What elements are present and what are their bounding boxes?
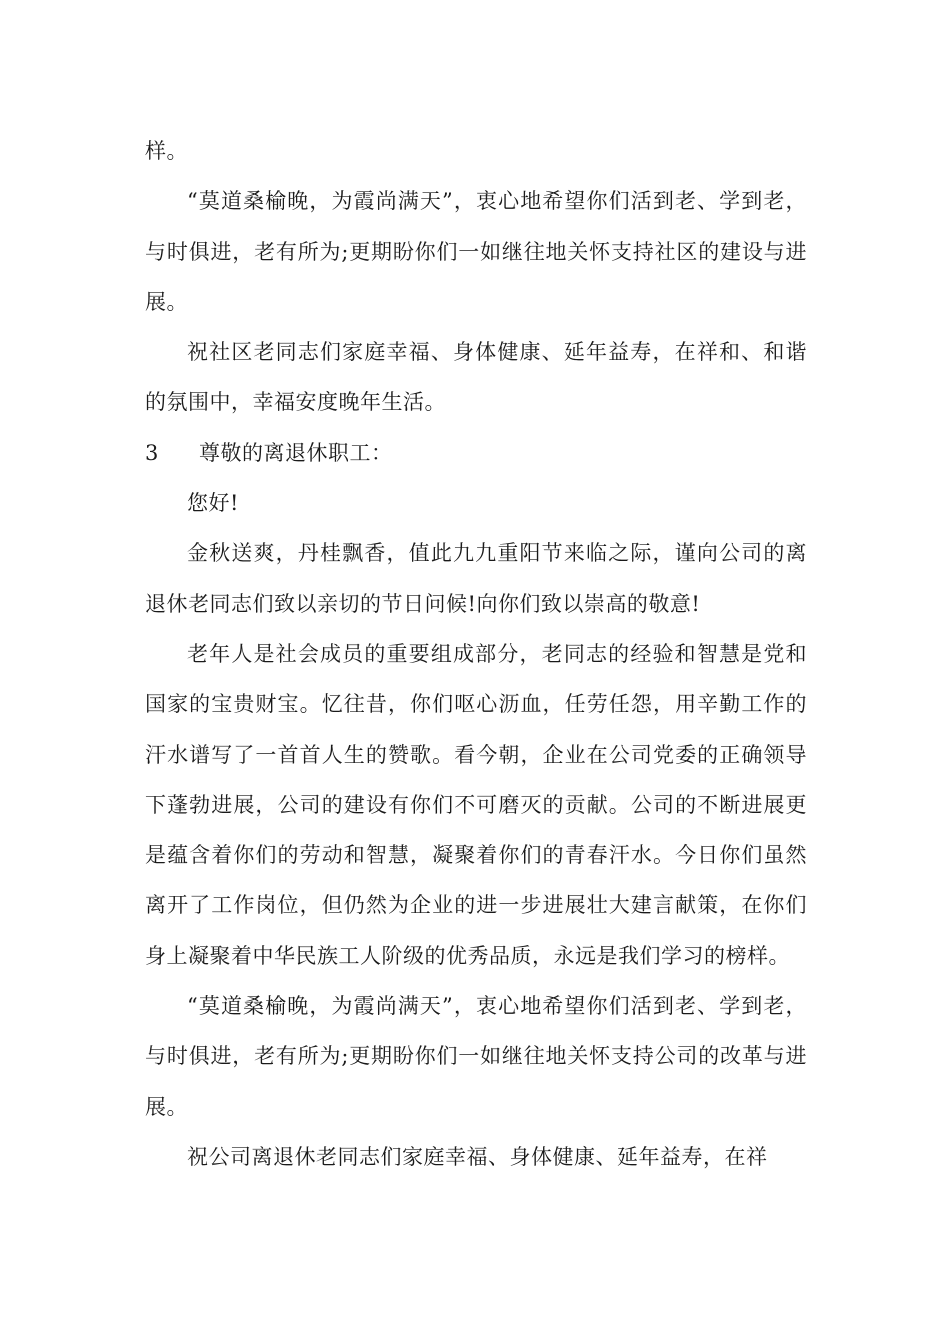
paragraph: 样。 [145, 139, 188, 163]
salutation: 尊敬的离退休职工： [199, 440, 393, 465]
numbered-salutation-line [145, 428, 807, 478]
paragraph: 老年人是社会成员的重要组成部分，老同志的经验和智慧是党和国家的宝贵财宝。忆往昔，你们呕心沥血，任劳任怨，用辛勤工作的汗水谱写了一首首人生的赞歌。看今朝，企业在公司党委的正确领导下蓬勃进展，公司的建设有你们不可磨灭的贡献。公司的不断进展更是蕴含着你们的劳动和智慧，凝聚着你们的青春汗水。今日你们虽然离开了工作岗位，但仍然为企业的进一步进展壮大建言献策，在你们身上凝聚着中华民族工人阶级的优秀品质，永远是我们学习的榜样。 [145, 641, 807, 968]
document-body [145, 126, 807, 1182]
paragraph: “莫道桑榆晚，为霞尚满天”，衷心地希望你们活到老、学到老，与时俱进，老有所为;更期盼你们一如继往地关怀支持公司的改革与进展。 [145, 994, 807, 1119]
paragraph: 祝公司离退休老同志们家庭幸福、身体健康、延年益寿，在祥 [187, 1144, 768, 1169]
paragraph: 您好! [187, 491, 239, 516]
paragraph: 祝社区老同志们家庭幸福、身体健康、延年益寿，在祥和、和谐的氛围中，幸福安度晚年生活。 [145, 340, 807, 415]
paragraph: “莫道桑榆晚，为霞尚满天”，衷心地希望你们活到老、学到老，与时俱进，老有所为;更期盼你们一如继往地关怀支持社区的建设与进展。 [145, 189, 807, 314]
section-number: 3 [145, 440, 159, 465]
paragraph: 金秋送爽，丹桂飘香，值此九九重阳节来临之际，谨向公司的离退休老同志们致以亲切的节日问候!向你们致以崇高的敬意! [145, 541, 807, 616]
